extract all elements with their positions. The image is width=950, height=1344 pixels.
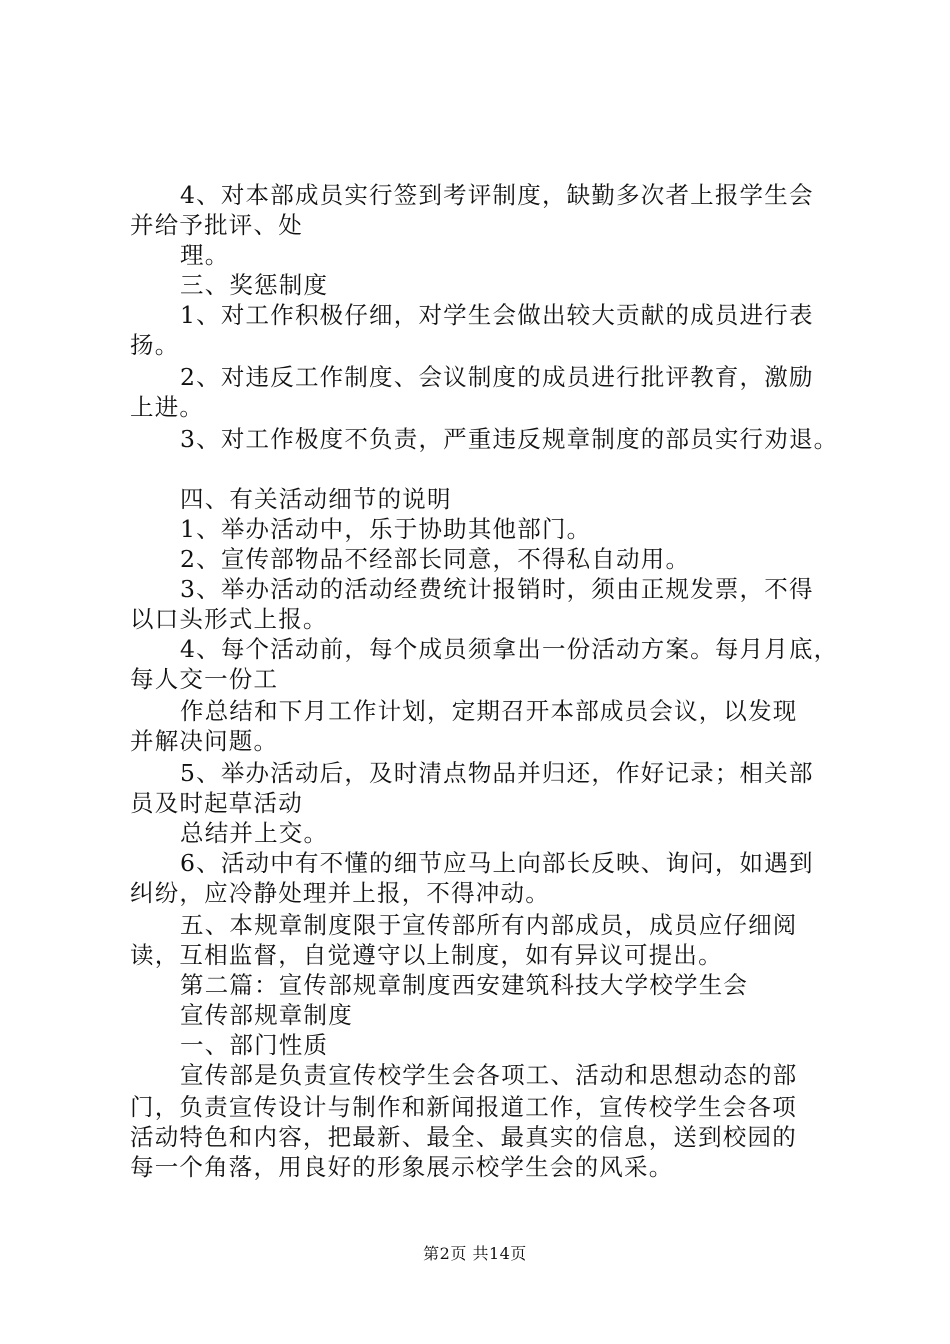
paragraph-line: 纠纷，应冷静处理并上报，不得冲动。 [130,879,550,907]
paragraph-line: 五、本规章制度限于宣传部所有内部成员，成员应仔细阅 [180,911,798,939]
section-heading: 三、奖惩制度 [180,271,329,299]
paragraph-line: 每一个角落，用良好的形象展示校学生会的风采。 [130,1153,674,1181]
paragraph-line: 门，负责宣传设计与制作和新闻报道工作，宣传校学生会各项 [130,1093,797,1121]
paragraph-line: 2、对违反工作制度、会议制度的成员进行批评教育，激励 [180,363,814,391]
paragraph-line: 3、对工作极度不负责，严重违反规章制度的部员实行劝退。 [180,425,839,453]
paragraph-line: 理。 [180,241,230,269]
section-title: 宣传部规章制度 [180,1001,353,1029]
paragraph-line: 3、举办活动的活动经费统计报销时，须由正规发票，不得 [180,575,814,603]
paragraph-line: 扬。 [130,331,180,359]
paragraph-line: 5、举办活动后，及时清点物品并归还，作好记录；相关部 [180,759,814,787]
paragraph-line: 并给予批评、处 [130,211,303,239]
section-title: 第二篇：宣传部规章制度西安建筑科技大学校学生会 [180,971,749,999]
paragraph-line: 4、对本部成员实行签到考评制度，缺勤多次者上报学生会 [180,181,814,209]
section-heading: 一、部门性质 [180,1031,329,1059]
paragraph-line: 并解决问题。 [130,727,279,755]
section-heading: 四、有关活动细节的说明 [180,485,452,513]
paragraph-line: 以口头形式上报。 [130,605,328,633]
paragraph-line: 4、每个活动前，每个成员须拿出一份活动方案。每月月底， [180,635,839,663]
paragraph-line: 员及时起草活动 [130,789,303,817]
paragraph-line: 1、对工作积极仔细，对学生会做出较大贡献的成员进行表 [180,301,814,329]
paragraph-line: 6、活动中有不懂的细节应马上向部长反映、询问，如遇到 [180,849,814,877]
paragraph-line: 1、举办活动中，乐于协助其他部门。 [180,515,592,543]
paragraph-line: 总结并上交。 [180,819,329,847]
page-footer: 第2页 共14页 [423,1244,527,1263]
paragraph-line: 上进。 [130,393,205,421]
paragraph-line: 宣传部是负责宣传校学生会各项工、活动和思想动态的部 [180,1061,798,1089]
paragraph-line: 读，互相监督，自觉遵守以上制度，如有异议可提出。 [130,941,723,969]
paragraph-line: 活动特色和内容，把最新、最全、最真实的信息，送到校园的 [130,1123,797,1151]
paragraph-line: 作总结和下月工作计划，定期召开本部成员会议，以发现 [180,697,798,725]
paragraph-line: 每人交一份工 [130,665,279,693]
paragraph-line: 2、宣传部物品不经部长同意，不得私自动用。 [180,545,691,573]
